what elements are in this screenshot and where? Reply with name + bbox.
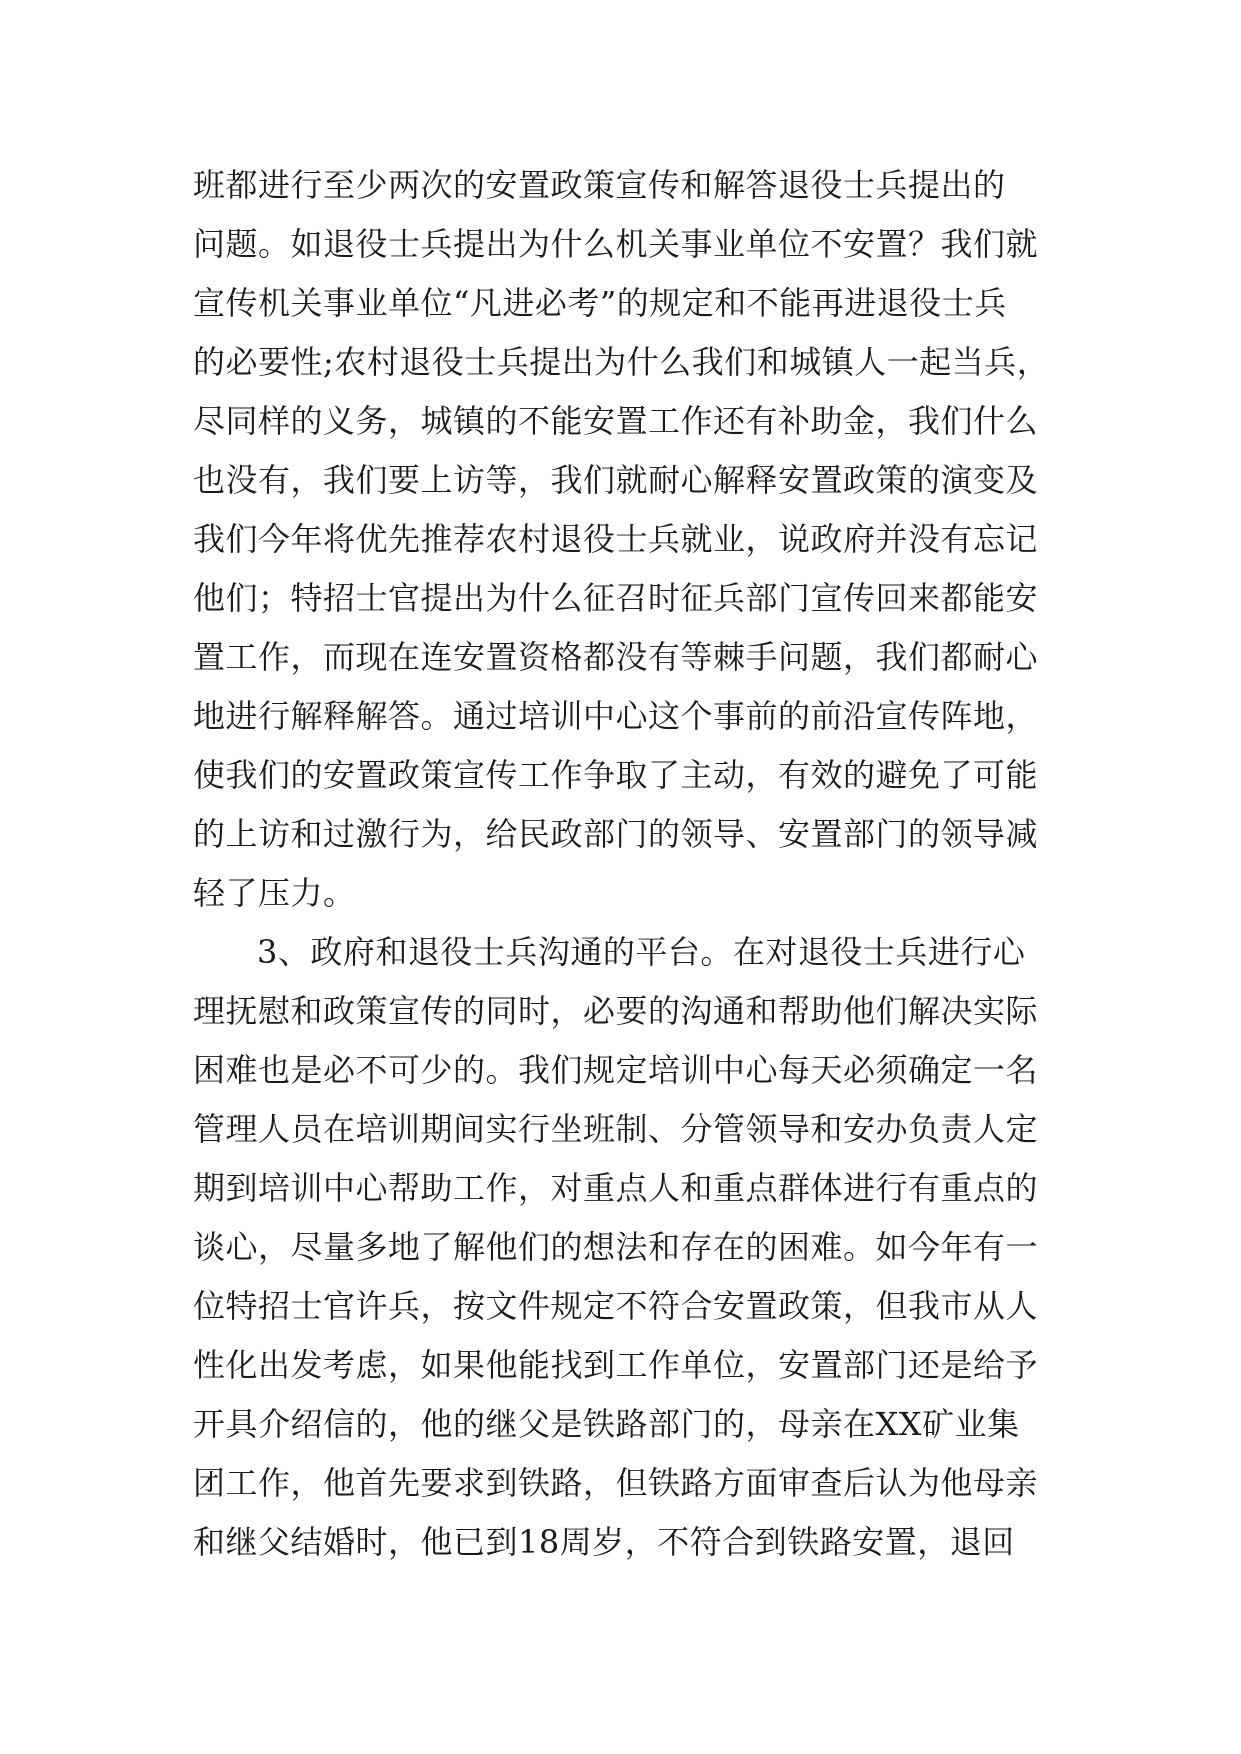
- text-line: 和继父结婚时，他已到18周岁，不符合到铁路安置，退回: [193, 1523, 1015, 1561]
- text-line: 置工作，而现在连安置资格都没有等棘手问题，我们都耐心: [193, 638, 1039, 676]
- text-line: 开具介绍信的，他的继父是铁路部门的，母亲在XX矿业集: [193, 1405, 1020, 1443]
- text-line: 困难也是必不可少的。我们规定培训中心每天必须确定一名: [193, 1051, 1039, 1089]
- text-line: 轻了压力。: [193, 874, 356, 912]
- text-line: 管理人员在培训期间实行坐班制、分管领导和安办负责人定: [193, 1110, 1039, 1148]
- text-line: 期到培训中心帮助工作，对重点人和重点群体进行有重点的: [193, 1169, 1039, 1207]
- text-line: 性化出发考虑，如果他能找到工作单位，安置部门还是给予: [193, 1346, 1039, 1384]
- text-line: 团工作，他首先要求到铁路，但铁路方面审查后认为他母亲: [193, 1464, 1039, 1502]
- text-line: 使我们的安置政策宣传工作争取了主动，有效的避免了可能: [193, 756, 1039, 794]
- text-line: 问题。如退役士兵提出为什么机关事业单位不安置？我们就: [193, 225, 1039, 263]
- text-line: 3、政府和退役士兵沟通的平台。在对退役士兵进行心: [257, 933, 1026, 971]
- text-line: 理抚慰和政策宣传的同时，必要的沟通和帮助他们解决实际: [193, 992, 1039, 1030]
- text-line: 的上访和过激行为，给民政部门的领导、安置部门的领导减: [193, 815, 1039, 853]
- paragraph-1: [193, 156, 1073, 923]
- text-line: 位特招士官许兵，按文件规定不符合安置政策，但我市从人: [193, 1287, 1039, 1325]
- text-line: 也没有，我们要上访等，我们就耐心解释安置政策的演变及: [193, 461, 1039, 499]
- text-line: 宣传机关事业单位“凡进必考”的规定和不能再进退役士兵: [193, 284, 1007, 322]
- text-line: 地进行解释解答。通过培训中心这个事前的前沿宣传阵地，: [193, 697, 1039, 735]
- body-text: [193, 156, 1073, 1572]
- text-line: 谈心，尽量多地了解他们的想法和存在的困难。如今年有一: [193, 1228, 1039, 1266]
- text-line: 他们；特招士官提出为什么征召时征兵部门宣传回来都能安: [193, 579, 1039, 617]
- text-line: 班都进行至少两次的安置政策宣传和解答退役士兵提出的: [193, 166, 1006, 204]
- text-line: 的必要性;农村退役士兵提出为什么我们和城镇人一起当兵，: [193, 343, 1050, 381]
- paragraph-2: [193, 923, 1073, 1572]
- text-line: 尽同样的义务，城镇的不能安置工作还有补助金，我们什么: [193, 402, 1039, 440]
- text-line: 我们今年将优先推荐农村退役士兵就业，说政府并没有忘记: [193, 520, 1039, 558]
